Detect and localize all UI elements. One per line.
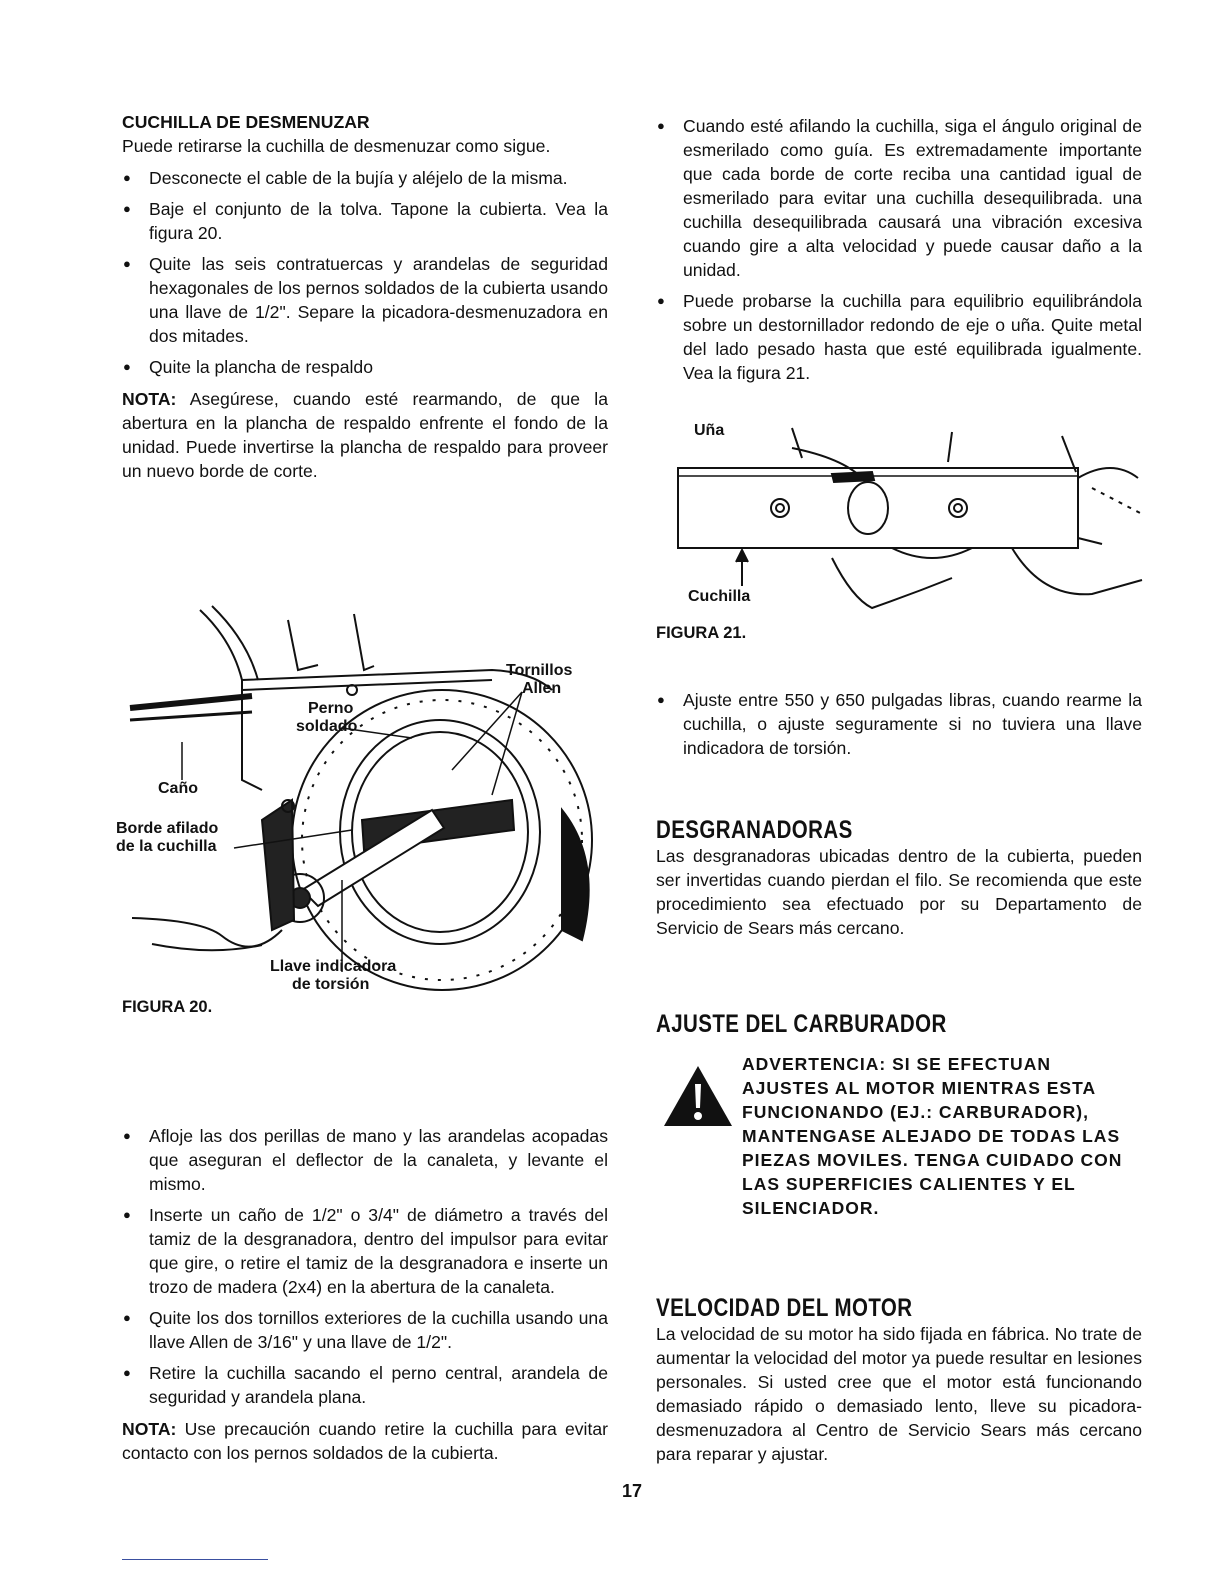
velocidad-text: La velocidad de su motor ha sido fijada en fábrica. No trate de aumentar la velocidad del motor ya puede resultar en lesiones personales. Si usted cree que el motor está funcionando demasiado rápido o demasiado lento, lleve su picadora-desmenuzadora al Centro de Servicio Sears más cercano para reparar y ajustar. — [656, 1324, 1142, 1464]
footer-rule — [122, 1559, 268, 1560]
heading-desgranadoras: DESGRANADORAS — [656, 816, 853, 844]
label-de-torsion: de torsión — [292, 976, 370, 993]
shredder-intro: Puede retirarse la cuchilla de desmenuzar como sigue. — [122, 136, 551, 156]
label-allen: Allen — [522, 680, 562, 697]
label-perno: Perno — [308, 700, 354, 717]
label-de-la-cuchilla: de la cuchilla — [116, 838, 217, 855]
warning-block — [656, 1052, 1142, 1220]
heading-velocidad: VELOCIDAD DEL MOTOR — [656, 1294, 913, 1322]
desgranadoras-text: Las desgranadoras ubicadas dentro de la cubierta, pueden ser invertidas cuando pierdan el filo. Se recomienda que este procedimiento sea efectuado por su Departamento de Servicio de Sears más cercano. — [656, 846, 1142, 938]
right-column-bottom — [656, 688, 1142, 768]
figure-21 — [672, 418, 1152, 618]
list-item: ● Baje el conjunto de la tolva. Tapone la cubierta. Vea la figura 20. — [122, 197, 608, 245]
section-desgranadoras — [656, 818, 1142, 948]
label-llave-indicadora: Llave indicadora — [270, 958, 397, 975]
list-item: ● Puede probarse la cuchilla para equilibrio equilibrándola sobre un destornillador redondo de eje o uña. Quite metal del lado pesado hasta que esté equilibrada igualmente. Vea la figura 21. — [656, 289, 1142, 385]
figure-20-caption: FIGURA 20. — [122, 998, 213, 1016]
section-carburador — [656, 1012, 1142, 1038]
figure-20-illustration — [112, 600, 602, 1000]
left-column-bottom — [122, 1124, 608, 1473]
label-soldado: soldado — [296, 718, 358, 735]
label-borde-afilado: Borde afilado — [116, 820, 219, 837]
steps-list-b — [122, 1124, 608, 1409]
list-item: ● Quite las seis contratuercas y arandelas de seguridad hexagonales de los pernos soldados de la cubierta usando una llave de 1/2". Separe la picadora-desmenuzadora en dos mitades. — [122, 252, 608, 348]
list-item: ● Inserte un caño de 1/2" o 3/4" de diámetro a través del tamiz de la desgranadora, dentro del impulsor para evitar que gire, o retire el tamiz de la desgranadora e inserte un trozo de madera (2x4) en la abertura de la canaleta. — [122, 1203, 608, 1299]
note-text: Asegúrese, cuando esté rearmando, de que la abertura en la plancha de respaldo enfrente el fondo de la unidad. Puede invertirse la plancha de respaldo para proveer un nuevo borde de corte. — [122, 389, 608, 481]
page-number: 17 — [621, 1481, 643, 1501]
warning-triangle-icon — [662, 1064, 734, 1128]
figure-20 — [112, 600, 602, 1016]
note-text: Use precaución cuando retire la cuchilla para evitar contacto con los pernos soldados de la cubierta. — [122, 1419, 608, 1463]
label-una: Uña — [694, 422, 725, 439]
label-tornillos: Tornillos — [506, 662, 573, 679]
heading-carburador: AJUSTE DEL CARBURADOR — [656, 1010, 947, 1038]
left-column — [122, 110, 608, 491]
list-item: ● Desconecte el cable de la bujía y aléjelo de la misma. — [122, 166, 608, 190]
list-item: ● Afloje las dos perillas de mano y las arandelas acopadas que aseguran el deflector de la canaleta, y levante el mismo. — [122, 1124, 608, 1196]
steps-list-d — [656, 688, 1142, 760]
steps-list-c — [656, 114, 1142, 385]
steps-list-a — [122, 166, 608, 379]
note-label: NOTA: — [122, 389, 177, 409]
list-item: ● Retire la cuchilla sacando el perno central, arandela de seguridad y arandela plana. — [122, 1361, 608, 1409]
list-item: ● Quite la plancha de respaldo — [122, 355, 608, 379]
note-2 — [122, 1417, 608, 1465]
list-item: ● Quite los dos tornillos exteriores de la cuchilla usando una llave Allen de 3/16" y una llave de 1/2". — [122, 1306, 608, 1354]
section-title-shredder-blade: CUCHILLA DE DESMENUZAR — [122, 112, 370, 132]
warning-text: ADVERTENCIA: SI SE EFECTUAN AJUSTES AL MOTOR MIENTRAS ESTA FUNCIONANDO (EJ.: CARBURADOR), MANTENGASE ALEJADO DE TODAS LAS PIEZAS MOVILES. TENGA CUIDADO CON LAS SUPERFICIES CALIENTES Y EL SILENCIADOR. — [742, 1054, 1123, 1218]
list-item: ● Ajuste entre 550 y 650 pulgadas libras, cuando rearme la cuchilla, o ajuste seguramente si no tuviera una llave indicadora de torsión. — [656, 688, 1142, 760]
section-velocidad — [656, 1296, 1142, 1474]
figure-21-caption: FIGURA 21. — [656, 624, 747, 642]
label-cuchilla: Cuchilla — [688, 588, 751, 605]
label-cano: Caño — [158, 780, 198, 797]
note-1 — [122, 387, 608, 483]
list-item: ● Cuando esté afilando la cuchilla, siga el ángulo original de esmerilado como guía. Es extremadamente importante que cada borde de corte reciba una cantidad igual de esmerilado para evitar una cuchilla desequilibrada. una cuchilla desequilibrada causará una vibración excesiva cuando gire a alta velocidad y puede causar daño a la unidad. — [656, 114, 1142, 282]
right-column — [656, 114, 1142, 393]
note-label: NOTA: — [122, 1419, 177, 1439]
